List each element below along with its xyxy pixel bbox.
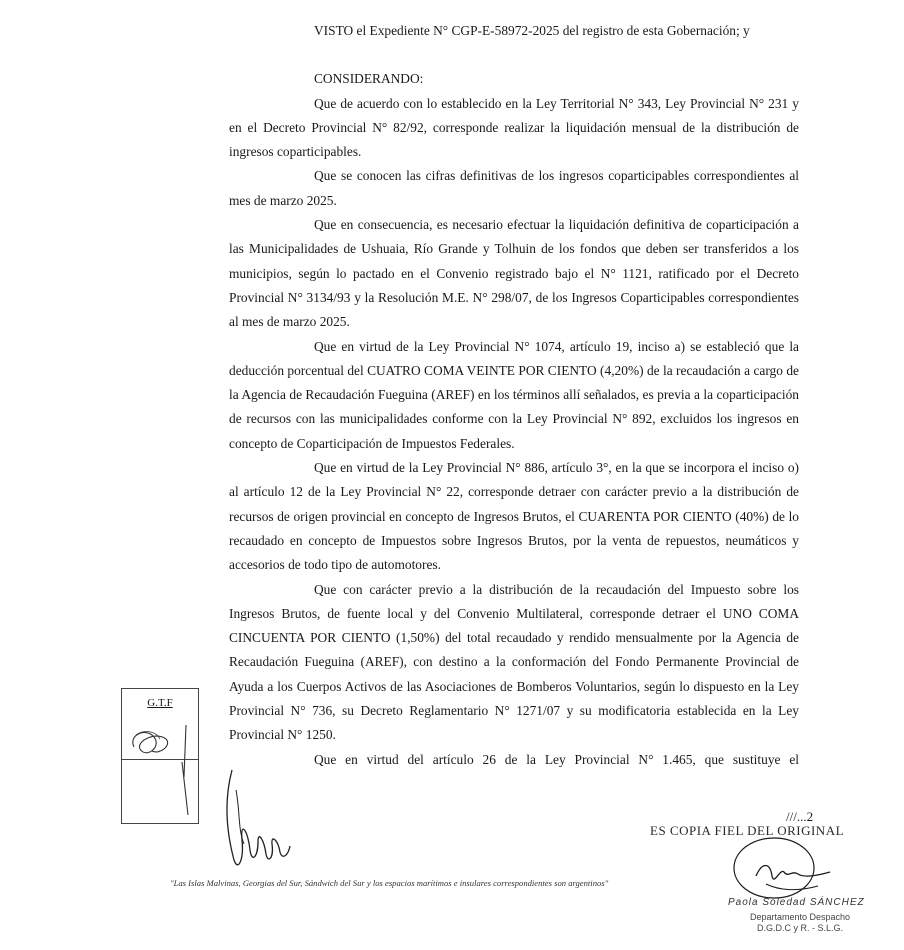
gtf-initials-signature (126, 717, 196, 817)
gtf-stamp-label: G.T.F (147, 697, 173, 709)
signer-name: Paola Soledad SÁNCHEZ (728, 897, 865, 908)
paragraph: Que con carácter previo a la distribución de la recaudación del Impuesto sobre los Ingresos Brutos, de fuente local y del Convenio Multilateral, corresponde detraer el UNO COMA CINCUENTA POR CIENTO (1,50%) del total recaudado y rendido mensualmente por la Agencia de Recaudación Fueguina (AREF), con destino a la conformación del Fondo Permanente Provincial de Ayuda a los Cuerpos Activos de las Asociaciones de Bomberos Voluntarios, según lo dispuesto en la Ley Provincial N° 736, su Decreto Reglamentario N° 1271/07 y su modificatoria establecida en la Ley Provincial N° 1250. (229, 581, 799, 743)
left-margin-signature (214, 760, 304, 880)
page-continuation-mark: ///...2 (786, 809, 814, 824)
footer-motto: "Las Islas Malvinas, Georgias del Sur, Sándwich del Sur y los espacios marítimos e insulares correspondientes son argentinos" (170, 878, 609, 888)
paragraph: Que en virtud de la Ley Provincial N° 1074, artículo 19, inciso a) se estableció que la deducción porcentual del CUATRO COMA VEINTE POR CIENTO (4,20%) de la recaudación a cargo de la Agencia de Recaudación Fueguina (AREF) en los términos allí señalados, es previa a la coparticipación de recursos con las municipalidades conforme con la Ley Provincial N° 892, excluidos los ingresos en concepto de Coparticipación de Impuestos Federales. (229, 338, 799, 451)
visto-line: VISTO el Expediente N° CGP-E-58972-2025 del registro de esta Gobernación; y (314, 23, 750, 38)
signer-dept-line: Departamento Despacho (750, 912, 851, 922)
paragraph: Que de acuerdo con lo establecido en la Ley Territorial N° 343, Ley Provincial N° 231 y en el Decreto Provincial N° 82/92, corresponde realizar la liquidación mensual de la distribución de ingresos coparticipables. (229, 95, 799, 160)
signer-department (750, 912, 850, 934)
paragraph: Que en virtud de la Ley Provincial N° 886, artículo 3°, en la que se incorpora el inciso o) al artículo 12 de la Ley Provincial N° 22, corresponde detraer con carácter previo a la distribución de recursos de origen provincial en concepto de Ingresos Brutos, el CUARENTA POR CIENTO (40%) de lo recaudado en concepto de Impuestos sobre Ingresos Brutos, por la venta de repuestos, neumáticos y accesorios de todo tipo de automotores. (229, 460, 799, 573)
gtf-initials-stamp (121, 688, 199, 824)
document-body (229, 19, 799, 772)
signer-dept-line: D.G.D.C y R. - S.L.G. (757, 923, 844, 933)
copy-fiel-stamp: ES COPIA FIEL DEL ORIGINAL (650, 823, 845, 838)
paragraph-continued: Que en virtud del artículo 26 de la Ley Provincial N° 1.465, que sustituye el (314, 751, 799, 767)
right-signature (726, 828, 846, 904)
paragraph: Que se conocen las cifras definitivas de los ingresos coparticipables correspondientes al mes de marzo 2025. (229, 168, 799, 208)
considerando-heading: CONSIDERANDO: (314, 71, 424, 87)
paragraph: Que en consecuencia, es necesario efectuar la liquidación definitiva de coparticipación a las Municipalidades de Ushuaia, Río Grande y Tolhuin de los fondos que deben ser transferidos a los municipios, según lo pactado en el Convenio registrado bajo el N° 1121, ratificado por el Decreto Provincial N° 3134/93 y la Resolución M.E. N° 298/07, de los Ingresos Coparticipables correspondientes al mes de marzo 2025. (229, 217, 799, 330)
